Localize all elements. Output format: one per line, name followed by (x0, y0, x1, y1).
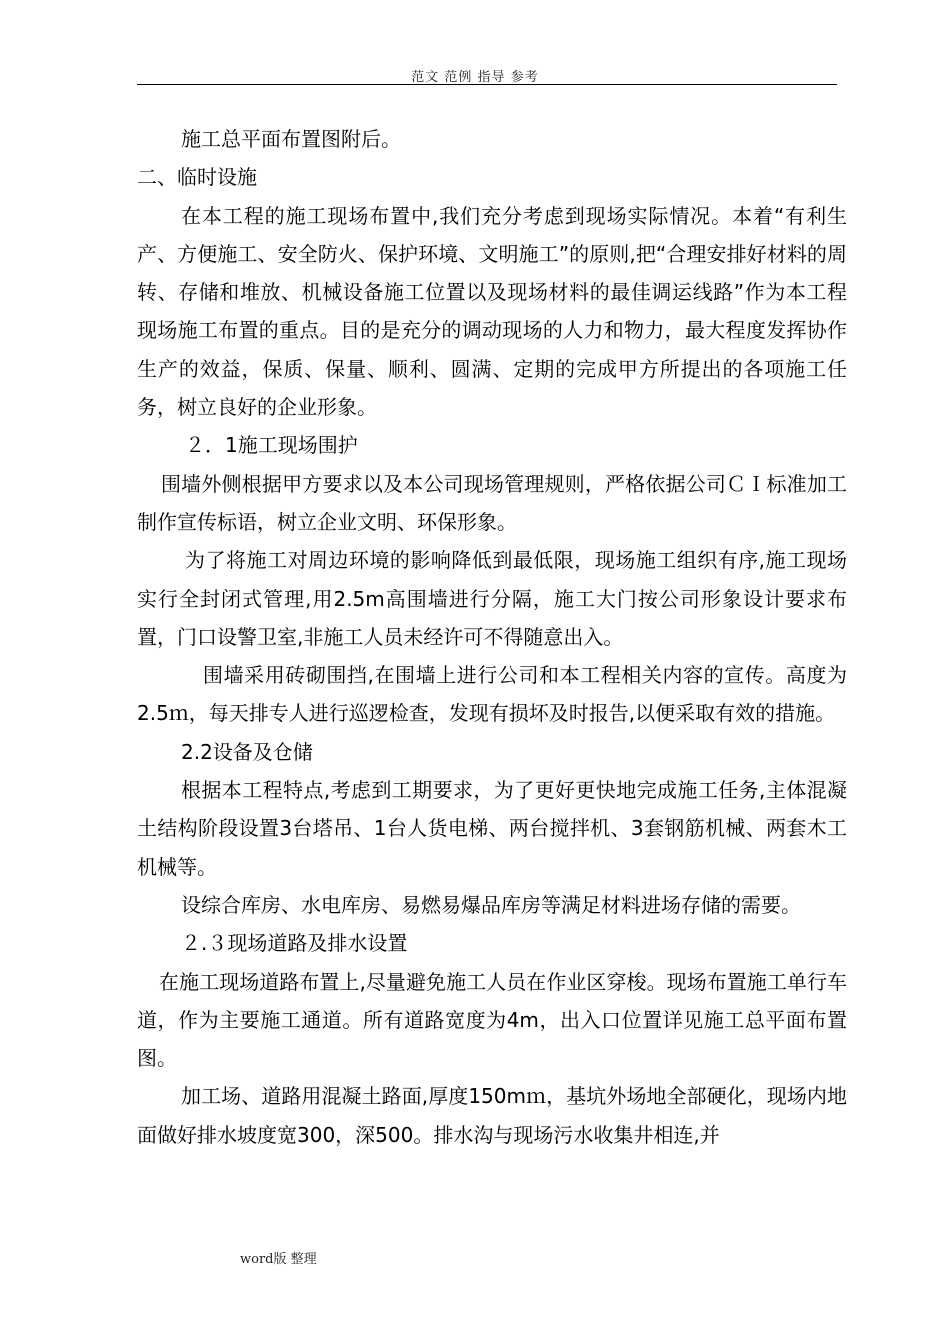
paragraph: 根据本工程特点,考虑到工期要求，为了更好更快地完成施工任务,主体混凝土结构阶段设置3台塔吊、1台人货电梯、两台搅拌机、3套钢筋机械、两套木工机械等。 (137, 778, 847, 879)
paragraph: 二、临时设施 (137, 165, 257, 190)
page-footer: word版 整理 (240, 1252, 317, 1267)
paragraph: 在施工现场道路布置上,尽量避免施工人员在作业区穿梭。现场布置施工单行车道，作为主要施工通道。所有道路宽度为4m，出入口位置详见施工总平面布置图。 (137, 969, 847, 1071)
paragraph: 围墙采用砖砌围挡,在围墙上进行公司和本工程相关内容的宣传。高度为2.5ｍ，每天排专人进行巡逻检查，发现有损坏及时报告,以便采取有效的措施。 (137, 663, 847, 726)
paragraph: 在本工程的施工现场布置中,我们充分考虑到现场实际情况。本着“有利生产、方便施工、安全防火、保护环境、文明施工”的原则,把“合理安排好材料的周转、存储和堆放、机械设备施工位置以及现场材料的最佳调运线路”作为本工程现场施工布置的重点。目的是充分的调动现场的人力和物力，最大程度发挥协作生产的效益，保质、保量、顺利、圆满、定期的完成甲方所提出的各项施工任务，树立良好的企业形象。 (137, 203, 847, 420)
header-rule (137, 84, 837, 85)
page-header: 范文 范例 指导 参考 (411, 70, 539, 85)
paragraph: ２．1施工现场围护 (185, 433, 358, 458)
paragraph: 2.2设备及仓储 (181, 739, 313, 764)
paragraph: 为了将施工对周边环境的影响降低到最低限，现场施工组织有序,施工现场实行全封闭式管理,用2.5m高围墙进行分隔，施工大门按公司形象设计要求布置，门口设警卫室,非施工人员未经许可不得随意出入。 (137, 548, 847, 649)
paragraph: ２.３现场道路及排水设置 (181, 931, 408, 956)
paragraph: 加工场、道路用混凝土路面,厚度150mｍ，基坑外场地全部硬化，现场内地面做好排水坡度宽300，深500。排水沟与现场污水收集井相连,并 (137, 1084, 847, 1147)
paragraph: 围墙外侧根据甲方要求以及本公司现场管理规则，严格依据公司ＣＩ标准加工制作宣传标语，树立企业文明、环保形象。 (137, 471, 847, 534)
document-body (137, 120, 847, 1154)
paragraph: 施工总平面布置图附后。 (181, 127, 401, 151)
paragraph: 设综合库房、水电库房、易燃易爆品库房等满足材料进场存储的需要。 (181, 892, 801, 917)
